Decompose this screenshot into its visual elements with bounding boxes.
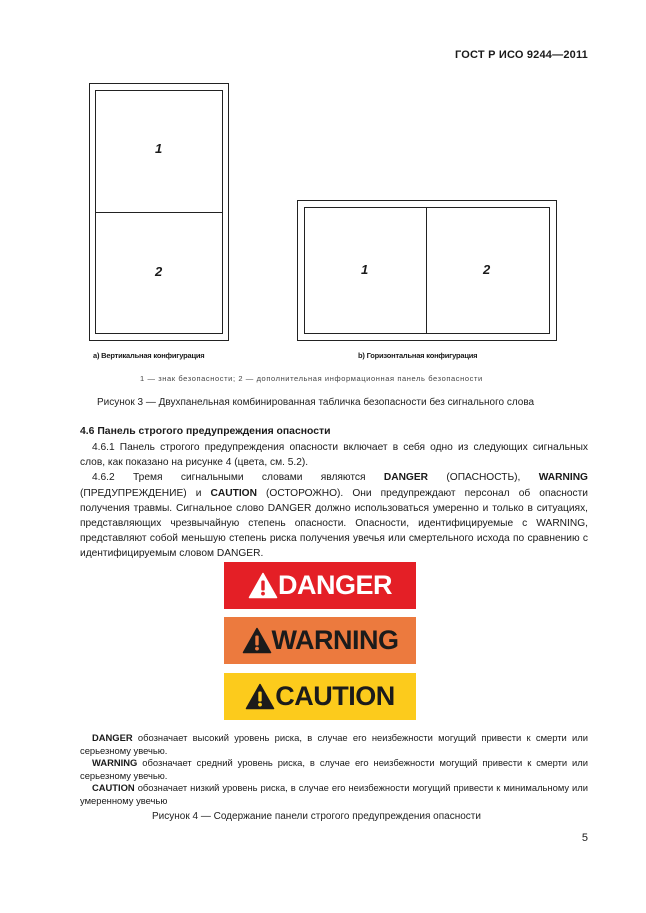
warning-signal-word: WARNING xyxy=(271,625,399,655)
figure3-caption: Рисунок 3 — Двухпанельная комбинированная табличка безопасности без сигнального слова xyxy=(97,397,535,408)
paragraph-4-6-1: 4.6.1 Панель строгого предупреждения опасности включает в себя одно из следующих сигнальных слов, как показано на рисунке 4 (цвета, см. 5.2). xyxy=(80,442,588,469)
p2-text-b: (ОПАСНОСТЬ), xyxy=(428,472,539,484)
vertical-bottom-number: 2 xyxy=(155,264,163,279)
p2-warning-word: WARNING xyxy=(538,472,588,484)
danger-description-text: обозначает высокий уровень риска, в случае его неизбежности могущий привести к смерти или серьезному увечью. xyxy=(80,732,588,756)
caution-description xyxy=(80,782,588,807)
danger-signal-word: DANGER xyxy=(277,570,392,600)
warning-description-text: обозначает средний уровень риска, в случае его неизбежности могущий привести к смерти или серьезному увечью. xyxy=(80,757,588,781)
p2-text-c: (ПРЕДУПРЕЖДЕНИЕ) и xyxy=(80,487,211,499)
horizontal-divider xyxy=(426,208,427,333)
horizontal-sign-inner xyxy=(304,207,550,334)
warning-triangle-icon xyxy=(248,572,278,599)
vertical-top-number: 1 xyxy=(155,141,163,156)
warning-description-word: WARNING xyxy=(92,757,138,769)
warning-panel xyxy=(224,617,416,664)
vertical-sign-outline xyxy=(89,83,229,341)
warning-description xyxy=(80,757,588,782)
horizontal-right-number: 2 xyxy=(483,262,491,277)
p2-caution-word: CAUTION xyxy=(210,487,257,499)
caution-signal-word: CAUTION xyxy=(275,681,395,711)
horizontal-config-caption: b) Горизонтальная конфигурация xyxy=(358,351,478,360)
caution-description-text: обозначает низкий уровень риска, в случае его неизбежности могущий привести к минимальному или умеренному увечью xyxy=(80,782,588,806)
vertical-divider xyxy=(96,212,222,213)
page-number: 5 xyxy=(581,832,588,844)
standard-id: ГОСТ Р ИСО 9244—2011 xyxy=(454,49,588,61)
p2-danger-word: DANGER xyxy=(383,472,429,484)
p2-text-a: 4.6.2 Тремя сигнальными словами являются xyxy=(92,472,384,484)
signal-descriptions xyxy=(80,732,588,808)
vertical-config-caption: a) Вертикальная конфигурация xyxy=(93,351,205,360)
danger-panel xyxy=(224,562,416,609)
danger-description-word: DANGER xyxy=(92,732,133,743)
p2-text-d: (ОСТОРОЖНО). Они предупреждают персонал об опасности получения травмы. Сигнальное слово DANGER должно использоваться умеренно и только в ситуациях, представляющих чрезвычайную степень опасности. Опасности, идентифицируемые с WARNING, представляют собой меньшую степень риска получения увечья или смертельного исхода по сравнению с идентифицируемым словом DANGER. xyxy=(80,487,588,560)
vertical-sign-inner xyxy=(95,90,223,334)
horizontal-left-number: 1 xyxy=(361,262,369,277)
caution-panel xyxy=(224,673,416,720)
figure4-caption: Рисунок 4 — Содержание панели строгого предупреждения опасности xyxy=(152,811,481,822)
danger-description xyxy=(80,732,588,757)
paragraph-4-6-2 xyxy=(80,470,588,561)
horizontal-sign-outline xyxy=(297,200,557,341)
caution-description-word: CAUTION xyxy=(92,782,135,794)
warning-triangle-icon xyxy=(242,627,272,654)
figure3-legend: 1 — знак безопасности; 2 — дополнительная информационная панель безопасности xyxy=(140,374,483,383)
section-body xyxy=(80,440,588,562)
section-heading: 4.6 Панель строгого предупреждения опасности xyxy=(80,426,331,437)
warning-triangle-icon xyxy=(245,683,275,710)
